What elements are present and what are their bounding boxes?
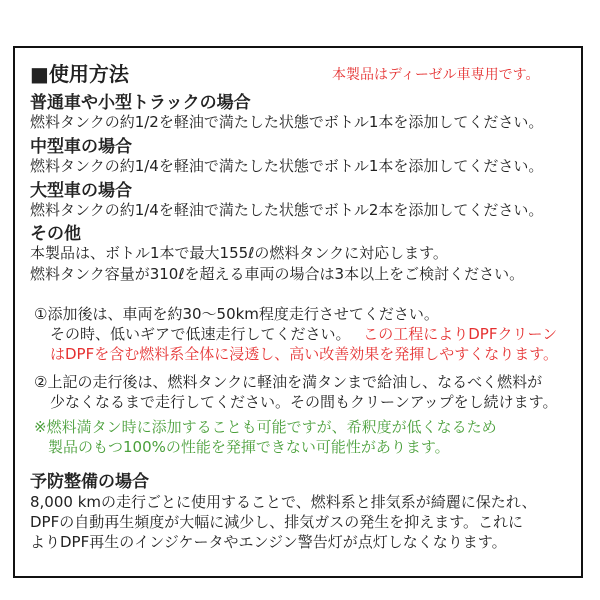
step1-line2 [50,325,557,343]
step1-line2-highlight: この工程によりDPFクリーン [363,325,558,343]
text-regular-car: 燃料タンクの約1/2を軽油で満たした状態でボトル1本を添加してください。 [30,113,544,131]
text-midsize-car: 燃料タンクの約1/4を軽油で満たした状態でボトル1本を添加してください。 [30,157,544,175]
dilution-note-1: ※燃料満タン時に添加することも可能ですが、希釈度が低くなるため [34,418,497,436]
heading-other: その他 [30,224,81,244]
step1-line3-highlight: はDPFを含む燃料系全体に浸透し、高い改善効果を発揮しやすくなります。 [50,345,559,363]
section-title: ■使用方法 [30,62,129,86]
diesel-only-note: 本製品はディーゼル車専用です。 [332,67,540,83]
step1-line2-text: その時、低いギアで低速走行してください。 [50,325,351,343]
dilution-note-2: 製品のもつ100%の性能を発揮できない可能性があります。 [48,438,450,456]
maintenance-line2: DPFの自動再生頻度が大幅に減少し、排気ガスの発生を抑えます。これに [30,513,524,531]
heading-preventive-maintenance: 予防整備の場合 [30,472,149,492]
step2-line2: 少なくなるまで走行してください。その間もクリーンアップをし続けます。 [50,393,558,411]
step2-line1: ②上記の走行後は、燃料タンクに軽油を満タンまで給油し、なるべく燃料が [34,373,543,391]
step1-line1: ①添加後は、車両を約30～50km程度走行させてください。 [34,305,439,323]
heading-regular-car: 普通車や小型トラックの場合 [30,93,251,113]
maintenance-line3: よりDPF再生のインジケータやエンジン警告灯が点灯しなくなります。 [30,533,507,551]
heading-large-car: 大型車の場合 [30,181,132,201]
text-other-2: 燃料タンク容量が310ℓを超える車両の場合は3本以上をご検討ください。 [30,265,525,283]
text-large-car: 燃料タンクの約1/4を軽油で満たした状態でボトル2本を添加してください。 [30,201,544,219]
maintenance-line1: 8,000 kmの走行ごとに使用することで、燃料系と排気系が綺麗に保たれ、 [30,493,537,511]
text-other-1: 本製品は、ボトル1本で最大155ℓの燃料タンクに対応します。 [30,244,448,262]
heading-midsize-car: 中型車の場合 [30,137,132,157]
